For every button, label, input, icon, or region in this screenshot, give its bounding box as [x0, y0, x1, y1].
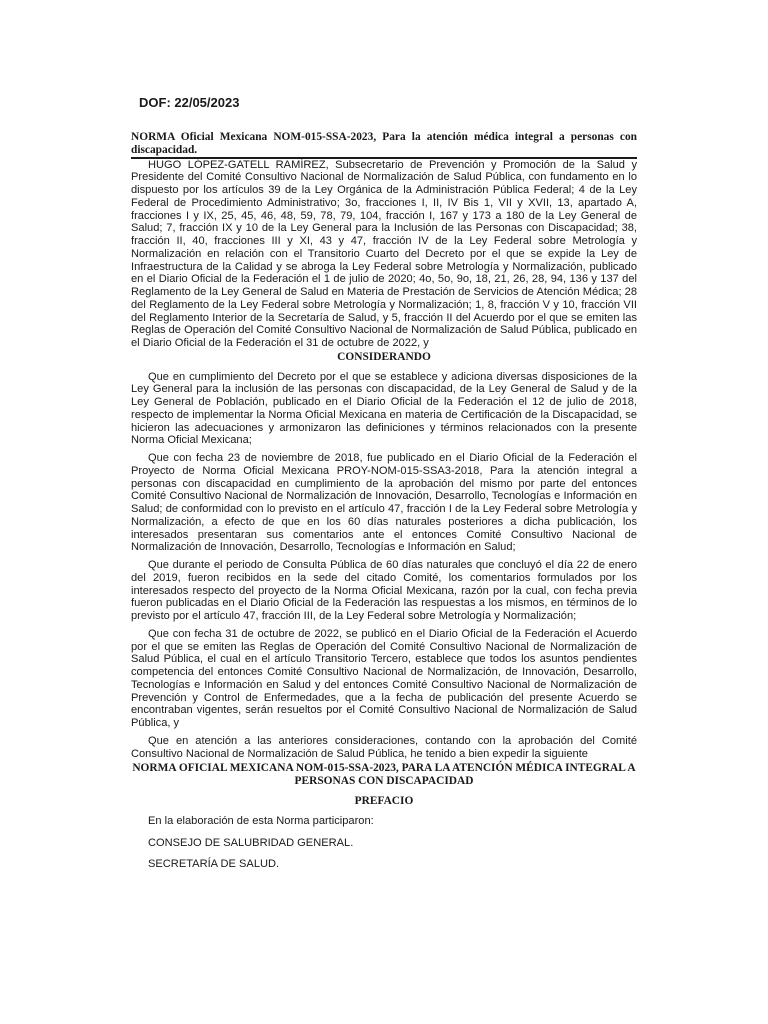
participant-item: SECRETARÍA DE SALUD. — [148, 858, 280, 871]
participant-item: CONSEJO DE SALUBRIDAD GENERAL. — [148, 836, 354, 849]
norma-heading: NORMA OFICIAL MEXICANA NOM-015-SSA-2023, PARA LA ATENCIÓN MÉDICA INTEGRAL A PERSONAS CON DISCAPACIDAD — [132, 762, 636, 788]
dof-date: DOF: 22/05/2023 — [139, 95, 240, 110]
considerando-paragraph: Que en cumplimiento del Decreto por el que se establece y adiciona diversas disposiciones de la Ley General para la inclusión de las personas con discapacidad, de la Ley General de Salud y de la Ley General de Población, publicado en el Diario Oficial de la Federación el 12 de julio de 2018, respecto de implementar la Norma Oficial Mexicana en materia de Certificación de la Discapacidad, se hicieron las adecuaciones y armonizaron las definiciones y términos relacionados con la presente Norma Oficial Mexicana; — [131, 370, 637, 447]
considerando-paragraph: Que con fecha 23 de noviembre de 2018, fue publicado en el Diario Oficial de la Federación el Proyecto de Norma Oficial Mexicana PROY-NOM-015-SSA3-2018, Para la atención integral a personas con discapacidad en cumplimiento de la aprobación del mismo por parte del entonces Comité Consultivo Nacional de Normalización de Innovación, Desarrollo, Tecnologías e Información en Salud; de conformidad con lo previsto en el artículo 47, fracción I de la Ley Federal sobre Metrología y Normalización, a efecto de que en los 60 días naturales posteriores a dicha publicación, los interesados presentaran sus comentarios ante el entonces Comité Consultivo Nacional de Normalización de Innovación, Desarrollo, Tecnologías e Información en Salud; — [131, 452, 637, 554]
considerando-paragraph: Que con fecha 31 de octubre de 2022, se publicó en el Diario Oficial de la Federación el Acuerdo por el que se emiten las Reglas de Operación del Comité Consultivo Nacional de Normalización de Salud Pública, el cual en el artículo Transitorio Tercero, establece que todos los asuntos pendientes competencia del entonces Comité Consultivo Nacional de Normalización, de Innovación, Desarrollo, Tecnologías e Información en Salud y del entonces Comité Consultivo Nacional de Normalización de Prevención y Control de Enfermedades, que a la fecha de publicación del presente Acuerdo se encontraban vigentes, serán resueltos por el Comité Consultivo Nacional de Normalización de Salud Pública, y — [131, 627, 637, 730]
considerando-paragraph: Que durante el periodo de Consulta Pública de 60 días naturales que concluyó el día 22 de enero del 2019, fueron recibidos en la sede del citado Comité, los comentarios formulados por los interesados respecto del proyecto de la Norma Oficial Mexicana, razón por la cual, con fecha previa fueron publicadas en el Diario Oficial de la Federación las respuestas a los mismos, en términos de lo previsto por el artículo 47, fracción III, de la Ley Federal sobre Metrología y Normalización; — [131, 559, 637, 623]
document-title: NORMA Oficial Mexicana NOM-015-SSA-2023, Para la atención médica integral a personas con discapacidad. — [131, 131, 637, 159]
considerando-paragraph: Que en atención a las anteriores consideraciones, contando con la aprobación del Comité Consultivo Nacional de Normalización de Salud Pública, he tenido a bien expedir la siguiente — [131, 734, 637, 760]
prefacio-heading: PREFACIO — [354, 794, 414, 807]
prefacio-intro: En la elaboración de esta Norma participaron: — [148, 814, 374, 827]
considerando-heading: CONSIDERANDO — [337, 350, 431, 363]
document-body — [131, 131, 637, 880]
intro-paragraph: HUGO LÓPEZ-GATELL RAMÍREZ, Subsecretario de Prevención y Promoción de la Salud y Presidente del Comité Consultivo Nacional de Normalización de Salud Pública, con fundamento en lo dispuesto por los artículos 39 de la Ley Orgánica de la Administración Pública Federal; 4 de la Ley Federal de Procedimiento Administrativo; 3o, fracciones I, II, IV Bis 1, VII y XVII, 13, apartado A, fracciones I y IX, 25, 45, 46, 48, 59, 78, 79, 104, fracción I, 167 y 173 a 180 de la Ley General de Salud; 7, fracción IX y 10 de la Ley General para la Inclusión de las Personas con Discapacidad; 38, fracción II, 40, fracciones III y XI, 43 y 47, fracción IV de la Ley Federal sobre Metrología y Normalización en relación con el Transitorio Cuarto del Decreto por el que se expide la Ley de Infraestructura de la Calidad y se abroga la Ley Federal sobre Metrología y Normalización, publicado en el Diario Oficial de la Federación el 1 de julio de 2020; 4o, 5o, 9o, 18, 21, 26, 28, 94, 136 y 137 del Reglamento de la Ley General de Salud en Materia de Prestación de Servicios de Atención Médica; 28 del Reglamento de la Ley Federal sobre Metrología y Normalización; 1, 8, fracción V y 10, fracción VII del Reglamento Interior de la Secretaría de Salud, y 5, fracción II del Acuerdo por el que se emiten las Reglas de Operación del Comité Consultivo Nacional de Normalización de Salud Pública, publicado en el Diario Oficial de la Federación el 31 de octubre de 2022, y — [131, 158, 637, 350]
